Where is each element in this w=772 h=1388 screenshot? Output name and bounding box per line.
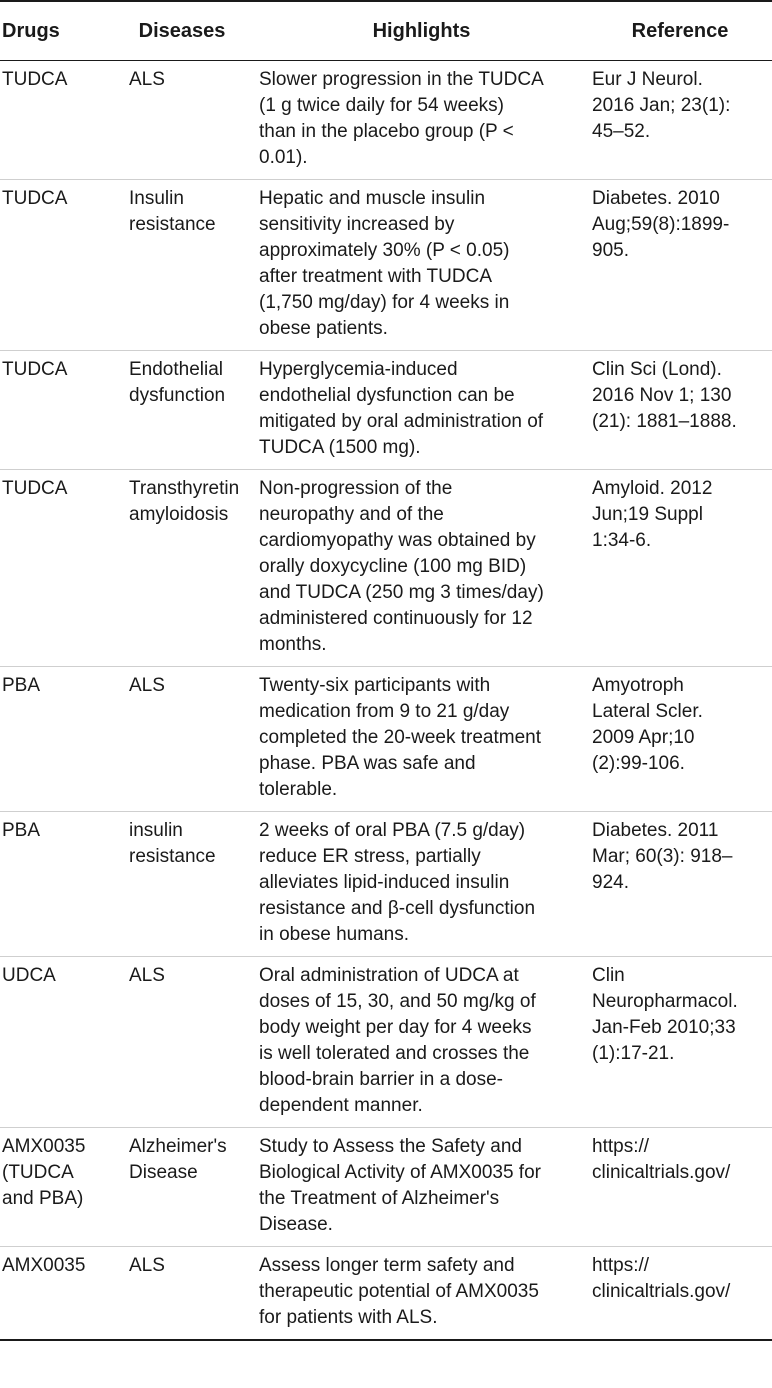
cell-highlight: Slower progression in the TUDCA (1 g twice daily for 54 weeks) than in the placebo group (P < 0.01). bbox=[255, 61, 588, 180]
cell-drug: TUDCA bbox=[0, 180, 109, 351]
header-reference: Reference bbox=[588, 1, 772, 61]
cell-reference: https:// clinicaltrials.gov/ bbox=[588, 1128, 772, 1247]
cell-disease: ALS bbox=[109, 1247, 255, 1341]
table-row bbox=[0, 812, 772, 957]
cell-disease: ALS bbox=[109, 667, 255, 812]
cell-reference: Amyloid. 2012 Jun;19 Suppl 1:34-6. bbox=[588, 470, 772, 667]
cell-disease: Insulin resistance bbox=[109, 180, 255, 351]
cell-reference: Amyotroph Lateral Scler. 2009 Apr;10 (2):99-106. bbox=[588, 667, 772, 812]
cell-disease: Transthyretin amyloidosis bbox=[109, 470, 255, 667]
cell-highlight: Hyperglycemia-induced endothelial dysfunction can be mitigated by oral administration of TUDCA (1500 mg). bbox=[255, 351, 588, 470]
cell-highlight: Non-progression of the neuropathy and of the cardiomyopathy was obtained by orally doxycycline (100 mg BID) and TUDCA (250 mg 3 times/day) administered continuously for 12 months. bbox=[255, 470, 588, 667]
table-row bbox=[0, 180, 772, 351]
cell-reference: Diabetes. 2011 Mar; 60(3): 918– 924. bbox=[588, 812, 772, 957]
cell-drug: AMX0035 bbox=[0, 1247, 109, 1341]
cell-highlight: Twenty-six participants with medication from 9 to 21 g/day completed the 20-week treatment phase. PBA was safe and tolerable. bbox=[255, 667, 588, 812]
cell-disease: ALS bbox=[109, 61, 255, 180]
cell-drug: PBA bbox=[0, 667, 109, 812]
table-row bbox=[0, 1247, 772, 1341]
table-row bbox=[0, 667, 772, 812]
table-row bbox=[0, 1128, 772, 1247]
cell-reference: Eur J Neurol. 2016 Jan; 23(1): 45–52. bbox=[588, 61, 772, 180]
cell-reference: Diabetes. 2010 Aug;59(8):1899- 905. bbox=[588, 180, 772, 351]
header-row bbox=[0, 1, 772, 61]
header-diseases: Diseases bbox=[109, 1, 255, 61]
table-body bbox=[0, 61, 772, 1341]
cell-highlight: 2 weeks of oral PBA (7.5 g/day) reduce ER stress, partially alleviates lipid-induced insulin resistance and β-cell dysfunction in obese humans. bbox=[255, 812, 588, 957]
cell-drug: TUDCA bbox=[0, 351, 109, 470]
cell-highlight: Assess longer term safety and therapeutic potential of AMX0035 for patients with ALS. bbox=[255, 1247, 588, 1341]
cell-drug: AMX0035 (TUDCA and PBA) bbox=[0, 1128, 109, 1247]
table-header bbox=[0, 1, 772, 61]
cell-disease: insulin resistance bbox=[109, 812, 255, 957]
cell-drug: TUDCA bbox=[0, 470, 109, 667]
table-row bbox=[0, 61, 772, 180]
cell-drug: PBA bbox=[0, 812, 109, 957]
cell-highlight: Study to Assess the Safety and Biological Activity of AMX0035 for the Treatment of Alzheimer's Disease. bbox=[255, 1128, 588, 1247]
cell-disease: ALS bbox=[109, 957, 255, 1128]
header-highlights: Highlights bbox=[255, 1, 588, 61]
header-drugs: Drugs bbox=[0, 1, 109, 61]
cell-drug: TUDCA bbox=[0, 61, 109, 180]
table-row bbox=[0, 470, 772, 667]
table-row bbox=[0, 351, 772, 470]
cell-reference: https:// clinicaltrials.gov/ bbox=[588, 1247, 772, 1341]
cell-reference: Clin Neuropharmacol. Jan-Feb 2010;33 (1):17-21. bbox=[588, 957, 772, 1128]
cell-reference: Clin Sci (Lond). 2016 Nov 1; 130 (21): 1881–1888. bbox=[588, 351, 772, 470]
cell-drug: UDCA bbox=[0, 957, 109, 1128]
cell-disease: Endothelial dysfunction bbox=[109, 351, 255, 470]
cell-disease: Alzheimer's Disease bbox=[109, 1128, 255, 1247]
table-row bbox=[0, 957, 772, 1128]
cell-highlight: Oral administration of UDCA at doses of 15, 30, and 50 mg/kg of body weight per day for 4 weeks is well tolerated and crosses the blood-brain barrier in a dose- dependent manner. bbox=[255, 957, 588, 1128]
cell-highlight: Hepatic and muscle insulin sensitivity increased by approximately 30% (P < 0.05) after treatment with TUDCA (1,750 mg/day) for 4 weeks in obese patients. bbox=[255, 180, 588, 351]
